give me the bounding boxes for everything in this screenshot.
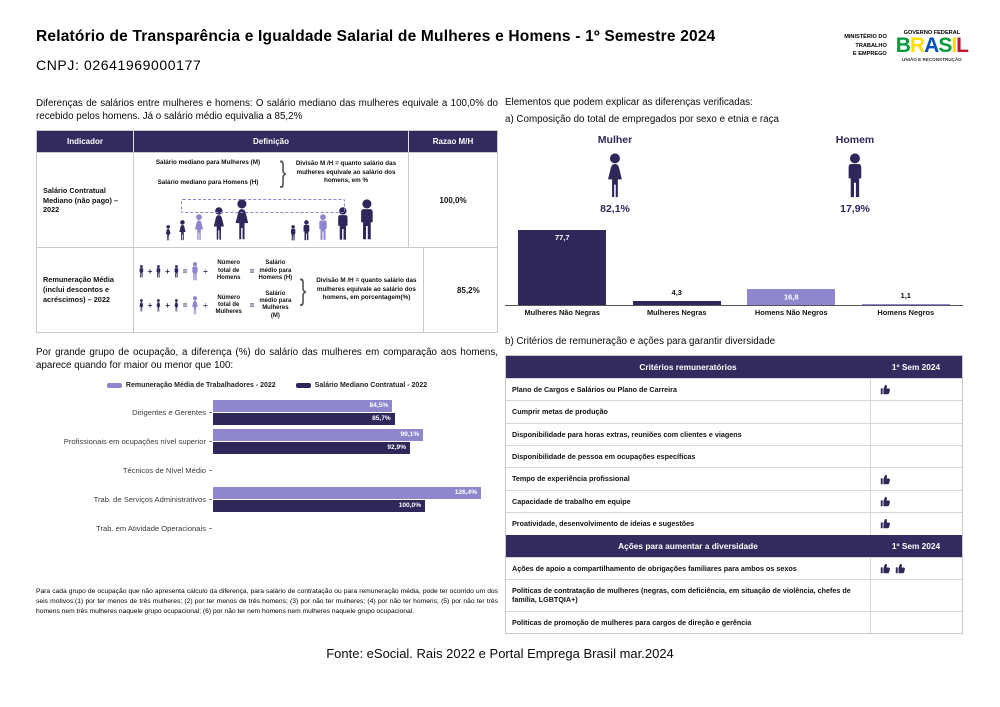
criteria-row [506, 557, 962, 579]
gov-federal-logo [896, 30, 968, 62]
man-icon [289, 225, 297, 241]
criteria-status-cell [870, 401, 962, 422]
indicator-label: Remuneração Média (inclui descontos e acréscimos) – 2022 [37, 248, 134, 331]
explanation-heading: Elementos que podem explicar as diferenças verificadas: [505, 97, 753, 108]
semester-header-label: 1º Sem 2024 [870, 535, 962, 557]
bar [213, 429, 423, 441]
criteria-row [506, 611, 962, 633]
man-icon [356, 199, 378, 241]
criteria-row [506, 579, 962, 611]
criteria-label: Ações de apoio a compartilhamento de obrigações familiares para ambos os sexos [512, 563, 797, 573]
male-label: Homem [835, 134, 875, 146]
bar [518, 230, 606, 305]
axis-tick [209, 528, 212, 529]
woman-icon [569, 153, 661, 201]
female-percentage: 82,1% [600, 203, 630, 215]
plus-operator [147, 301, 154, 310]
occupation-bars [213, 429, 498, 454]
bar-value-label: 99,1% [400, 431, 420, 439]
bar [633, 287, 721, 305]
woman-icon [138, 299, 145, 312]
criteria-label: Políticas de promoção de mulheres para cargos de direção e gerência [512, 617, 752, 627]
column-header-razao: Razao M/H [409, 131, 497, 152]
median-definition [138, 156, 404, 190]
woman-icon [177, 220, 188, 241]
brasil-letter: A [924, 34, 939, 57]
equals-operator [182, 301, 189, 310]
legend-item [296, 382, 427, 389]
average-line-woman [138, 291, 293, 320]
median-connector-box [181, 199, 346, 213]
ratio-value: 100,0% [439, 195, 467, 205]
ministry-line: MINISTÉRIO DO [844, 33, 887, 40]
equals-operator [249, 301, 256, 310]
ratio-value: 85,2% [457, 285, 480, 295]
average-definition [138, 254, 419, 325]
section-a-heading: a) Composição do total de empregados por sexo e etnia e raça [505, 114, 779, 125]
woman-icon [603, 153, 627, 199]
man-icon [190, 262, 200, 281]
right-column [505, 97, 963, 634]
divide-operator [202, 267, 208, 276]
composition-slot [505, 230, 620, 305]
equals-operator [182, 267, 189, 276]
bar-value-label: 4,3 [671, 287, 682, 297]
indicator-table-header [37, 131, 497, 152]
indicator-label: Salário Contratual Mediano (não pago) – 2022 [37, 153, 134, 247]
section-b-heading: b) Critérios de remuneração e ações para garantir diversidade [505, 336, 776, 347]
occupation-row [36, 456, 498, 485]
criteria-label: Plano de Cargos e Salários ou Plano de Carreira [512, 385, 677, 394]
composition-category-label: Homens Não Negros [754, 308, 828, 317]
table-row [37, 152, 497, 247]
brace-icon: } [300, 273, 307, 307]
bar-value-label: 84,5% [369, 402, 389, 410]
criteria-row [506, 378, 962, 400]
brasil-letter: I [951, 34, 957, 57]
bar [747, 289, 835, 305]
criteria-label: Disponibilidade de pessoa em ocupações específicas [512, 452, 696, 462]
axis-tick [209, 499, 212, 500]
median-men-label: Salário mediano para Homens (H) [157, 179, 259, 187]
brasil-letter: L [956, 34, 968, 57]
bar [213, 500, 425, 512]
criteria-status-cell [870, 379, 962, 400]
plus-operator [147, 267, 154, 276]
criteria-row [506, 512, 962, 534]
definition-cell [134, 248, 424, 331]
diversity-actions-header [506, 535, 962, 557]
thumbs-up-icon [880, 384, 891, 395]
legend-swatch [107, 383, 122, 388]
occupation-chart-legend [36, 382, 498, 389]
criteria-label: Capacidade de trabalho em equipe [512, 496, 631, 506]
table-row [37, 247, 497, 331]
legend-label: Remuneração Média de Trabalhadores - 2022 [125, 382, 276, 390]
footnote-text: Para cada grupo de ocupação que não apresenta cálculo da diferença, para salário de contratação ou para remuneração média, pode ter ocorrido um dos seis motivos:(1) por ter menos de três mulheres; (2) por ter menos de três homens; (3) por não ter mulheres; (4) por não ter homens; (5) por não ter três homens nem três mulheres naquele grupo ocupacional; (6) por não ter nem homens nem mulheres naquele grupo ocupacional. [36, 588, 498, 616]
composition-slot [620, 287, 735, 305]
axis-tick [209, 441, 212, 442]
source-footer: Fonte: eSocial. Rais 2022 e Portal Emprega Brasil mar.2024 [326, 646, 674, 661]
criteria-label: Disponibilidade para horas extras, reuniões com clientes e viagens [512, 429, 742, 439]
division-explanation: Divisão M /H = quanto salário das mulheres equivale ao salário dos homens, em porcentagem(%) [316, 277, 417, 302]
man-icon [809, 153, 901, 201]
median-women-label: Salário mediano para Mulheres (M) [155, 159, 261, 167]
criteria-status-cell [870, 468, 962, 489]
criteria-status-cell [870, 424, 962, 445]
bar [213, 442, 410, 454]
man-icon [843, 153, 867, 199]
gov-federal-label: GOVERNO FEDERAL [903, 30, 961, 36]
occupation-row [36, 398, 498, 427]
legend-label: Salário Mediano Contratual - 2022 [314, 382, 428, 390]
remuneration-criteria-header [506, 356, 962, 378]
column-header-indicador: Indicador [37, 131, 134, 152]
page-title: Relatório de Transparência e Igualdade Salarial de Mulheres e Homens - 1º Semestre 2024 [36, 28, 716, 45]
man-icon [155, 265, 162, 278]
thumbs-up-icon [880, 563, 891, 574]
occupation-bars [213, 487, 498, 512]
brasil-letter: S [938, 34, 952, 57]
occupation-category-label: Profissionais em ocupações nível superior [63, 437, 206, 447]
composition-chart-bars [505, 227, 963, 306]
composition-slot [734, 289, 849, 305]
criteria-status-cell [870, 612, 962, 633]
criteria-status-cell [870, 491, 962, 512]
occupation-bars [213, 400, 498, 425]
total-count-label: Número total de Mulheres [215, 294, 242, 315]
average-lines-diagram [138, 260, 293, 319]
plus-operator [164, 301, 171, 310]
ministry-line: E EMPREGO [852, 51, 887, 58]
woman-icon [192, 214, 206, 241]
occupation-row [36, 514, 498, 543]
brasil-letter: B [895, 34, 910, 57]
thumbs-up-icon [895, 563, 906, 574]
criteria-status-cell [870, 446, 962, 467]
man-icon [138, 265, 145, 278]
occupation-category-label: Técnicos de Nível Médio [122, 466, 206, 476]
bar-value-label: 126,4% [454, 489, 478, 497]
occupation-row [36, 485, 498, 514]
cnpj-text: CNPJ: 02641969000177 [36, 57, 202, 73]
criteria-header-label: Ações para aumentar a diversidade [506, 535, 870, 557]
bar [862, 290, 950, 306]
female-block [569, 134, 661, 215]
criteria-table [505, 355, 963, 634]
definition-cell [134, 153, 409, 247]
man-icon [301, 220, 312, 241]
axis-tick [209, 470, 212, 471]
composition-chart-labels [505, 308, 963, 317]
male-percentage: 17,9% [840, 203, 870, 215]
woman-icon [164, 225, 172, 241]
total-count-label: Número total de Homens [216, 260, 241, 281]
axis-tick [209, 412, 212, 413]
brasil-logo [896, 36, 968, 56]
thumbs-up-icon [880, 496, 891, 507]
criteria-row [506, 490, 962, 512]
bar-value-label: 92,9% [387, 444, 407, 452]
bar-value-label: 77,7 [554, 232, 570, 242]
occupation-row [36, 427, 498, 456]
average-salary-label: Salário médio para Mulheres (M) [259, 291, 292, 319]
bar-value-label: 100,0% [398, 502, 422, 510]
composition-slot [849, 290, 964, 306]
legend-swatch [296, 383, 311, 388]
occupation-intro: Por grande grupo de ocupação, a diferença (%) do salário das mulheres em comparação aos homens, aparece quando for maior ou menor que 100: [36, 346, 498, 371]
divide-operator [202, 301, 208, 310]
male-block [809, 134, 901, 215]
composition-category-label: Mulheres Negras [646, 308, 707, 317]
ministry-line: TRABALHO [855, 42, 887, 49]
thumbs-up-icon [880, 474, 891, 485]
criteria-row [506, 445, 962, 467]
criteria-status-cell [870, 558, 962, 579]
median-figures-diagram [138, 195, 404, 241]
median-labels [143, 159, 273, 186]
bar-value-label: 1,1 [900, 290, 911, 300]
brasil-letter: R [909, 34, 925, 57]
header-logos [844, 30, 968, 62]
criteria-label: Cumprir metas de produção [512, 407, 608, 417]
criteria-row [506, 467, 962, 489]
ministry-logo [844, 33, 887, 60]
composition-category-label: Mulheres Não Negras [524, 308, 601, 317]
brace-icon: } [279, 156, 287, 190]
man-icon [173, 265, 180, 278]
bar [213, 413, 395, 425]
occupation-category-label: Trab. em Atividade Operacionais [96, 524, 206, 534]
indicator-table [36, 130, 498, 332]
man-icon [316, 214, 330, 241]
female-label: Mulher [597, 134, 633, 146]
bar-value-label: 16,8 [783, 292, 799, 302]
plus-operator [164, 267, 171, 276]
occupation-category-label: Trab. de Serviços Administrativos [93, 495, 206, 505]
bar [213, 487, 481, 499]
criteria-status-cell [870, 513, 962, 534]
left-column [36, 97, 498, 617]
occupation-bar-chart [36, 398, 498, 543]
gov-slogan: UNIÃO E RECONSTRUÇÃO [902, 56, 962, 62]
criteria-row [506, 423, 962, 445]
criteria-label: Proatividade, desenvolvimento de ideias e sugestões [512, 519, 695, 529]
average-salary-label: Salário médio para Homens (H) [258, 260, 293, 281]
criteria-label: Tempo de experiência profissional [512, 474, 630, 484]
woman-icon [155, 299, 162, 312]
bar [213, 400, 392, 412]
criteria-label: Políticas de contratação de mulheres (negras, com deficiência, em situação de violência, chefes de família, LGBTQIA+) [512, 585, 851, 605]
legend-item [107, 382, 276, 389]
criteria-header-label: Critérios remuneratórios [506, 356, 870, 378]
woman-icon [190, 296, 200, 315]
bar-value-label: 85,7% [372, 415, 391, 423]
column-header-definicao: Definição [134, 131, 409, 152]
average-line-man [138, 260, 293, 282]
salary-difference-intro: Diferenças de salários entre mulheres e homens: O salário mediano das mulheres equivale a 100,0% do recebido pelos homens. Já o salário médio equivalia a 85,2% [36, 98, 498, 123]
thumbs-up-icon [880, 518, 891, 529]
semester-header-label: 1º Sem 2024 [870, 356, 962, 378]
criteria-row [506, 400, 962, 422]
woman-icon [173, 299, 180, 312]
equals-operator [249, 267, 256, 276]
gender-composition [505, 134, 963, 215]
criteria-status-cell [870, 580, 962, 611]
division-explanation: Divisão M /H = quanto salário das mulheres equivale ao salário dos homens, em % [295, 160, 397, 185]
occupation-category-label: Dirigentes e Gerentes [132, 408, 206, 418]
composition-chart [505, 227, 963, 317]
composition-category-label: Homens Negros [877, 308, 935, 317]
